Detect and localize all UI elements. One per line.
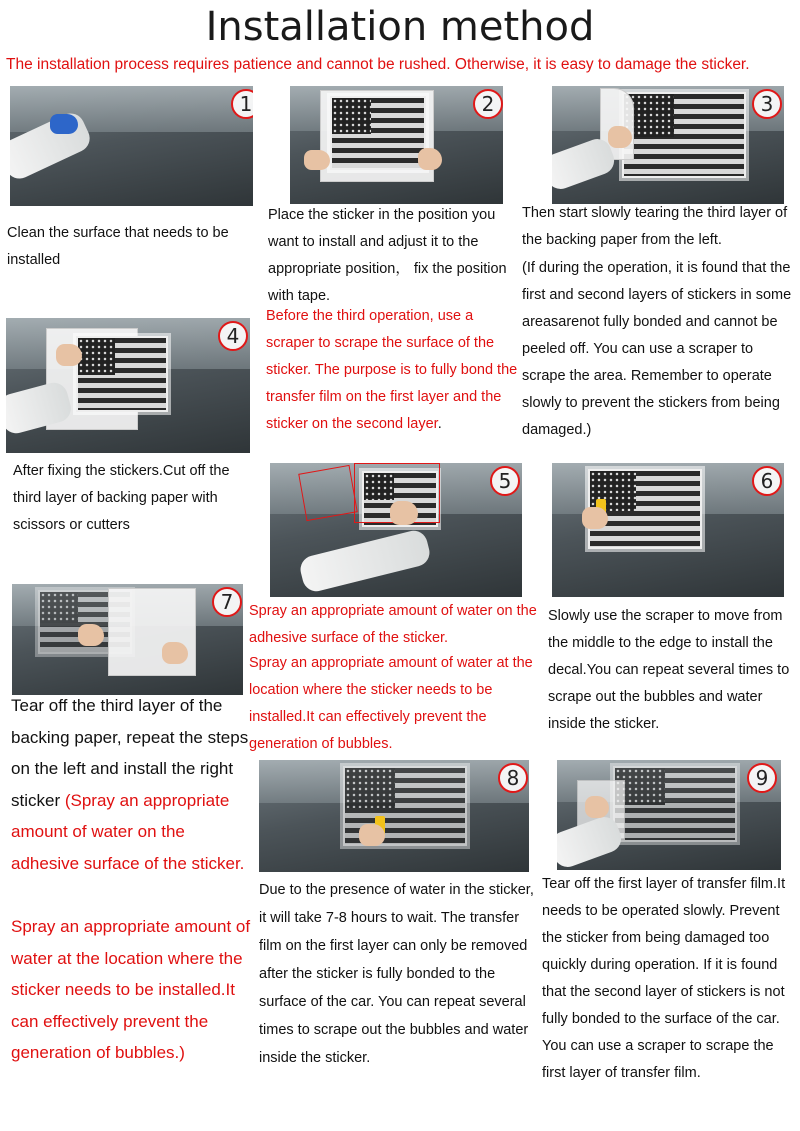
step-9-badge: 9 bbox=[747, 763, 777, 793]
step-1-photo bbox=[10, 86, 253, 206]
step-3-note: (If during the operation, it is found that the first and second layers of stickers in some areasarenot fully bonded and cannot be peeled off. You can use a scraper to scrape the area. Remember to operate slowly to prevent the stickers from being damaged.) bbox=[522, 260, 792, 438]
step-4-text: After fixing the stickers.Cut off the third layer of backing paper with scissors or cutters bbox=[13, 463, 230, 533]
before-third-note-text: Before the third operation, use a scraper to scrape the surface of the sticker. The purpose is to fully bond the transfer film on the first layer and the sticker on the second layer bbox=[266, 308, 518, 432]
step-7-text bbox=[11, 690, 257, 879]
step-9-text: Tear off the first layer of transfer film.It needs to be operated slowly. Prevent the sticker from being damaged too quickly during operation. If it is found that the second layer of stickers is not fully bonded to the surface of the car. You can use a scraper to scrape the first layer of transfer film. bbox=[542, 876, 786, 1081]
step-7-text-red: (Spray an appropriate amount of water on the adhesive surface of the sticker. bbox=[11, 790, 245, 873]
step-6-text: Slowly use the scraper to move from the middle to the edge to install the decal.You can repeat several times to scrape out the bubbles and water inside the sticker. bbox=[548, 608, 790, 732]
page-subtitle: The installation process requires patience and cannot be rushed. Otherwise, it is easy to damage the sticker. bbox=[6, 56, 750, 73]
step-6-badge: 6 bbox=[752, 466, 782, 496]
step-1-badge: 1 bbox=[231, 89, 253, 119]
step-2-badge: 2 bbox=[473, 89, 503, 119]
step-9-photo bbox=[557, 760, 781, 870]
step-5-text: Spray an appropriate amount of water on the adhesive surface of the sticker. bbox=[249, 603, 537, 646]
step-4-badge: 4 bbox=[218, 321, 248, 351]
step-5-text-2: Spray an appropriate amount of water at the location where the sticker needs to be installed.It can effectively prevent the generation of bubbles. bbox=[249, 655, 533, 752]
step-2-photo bbox=[290, 86, 503, 204]
step-7-photo bbox=[12, 584, 243, 695]
step-4-photo bbox=[6, 318, 250, 453]
step-6-photo bbox=[552, 463, 784, 597]
step-7-text-black: Tear off the third layer of the backing paper, repeat the steps on the left and install the right sticker bbox=[11, 696, 249, 810]
step-5-photo bbox=[270, 463, 522, 597]
step-8-photo bbox=[259, 760, 529, 872]
step-3-badge: 3 bbox=[752, 89, 782, 119]
step-7-badge: 7 bbox=[212, 587, 242, 617]
step-8-text: Due to the presence of water in the sticker, it will take 7-8 hours to wait. The transfer film on the first layer can only be removed after the sticker is fully bonded to the surface of the car. You can repeat several times to scrape out the bubbles and water inside the sticker. bbox=[259, 882, 534, 1066]
step-5-badge: 5 bbox=[490, 466, 520, 496]
step-7-text-red-2: Spray an appropriate amount of water at the location where the sticker needs to be installed.It can effectively prevent the generation of bubbles.) bbox=[11, 917, 251, 1062]
page-title: Installation method bbox=[205, 4, 595, 50]
before-third-note: Before the third operation, use a scraper to scrape the surface of the sticker. The purpose is to fully bond the transfer film on the first layer and the sticker on the second layer. bbox=[266, 308, 518, 432]
step-2-text: Place the sticker in the position you want to install and adjust it to the appropriate position， fix the position with tape. bbox=[268, 207, 507, 304]
step-3-photo bbox=[552, 86, 784, 204]
step-8-badge: 8 bbox=[498, 763, 528, 793]
step-1-text: Clean the surface that needs to be installed bbox=[7, 225, 229, 268]
step-3-text: Then start slowly tearing the third layer of the backing paper from the left. bbox=[522, 205, 788, 248]
